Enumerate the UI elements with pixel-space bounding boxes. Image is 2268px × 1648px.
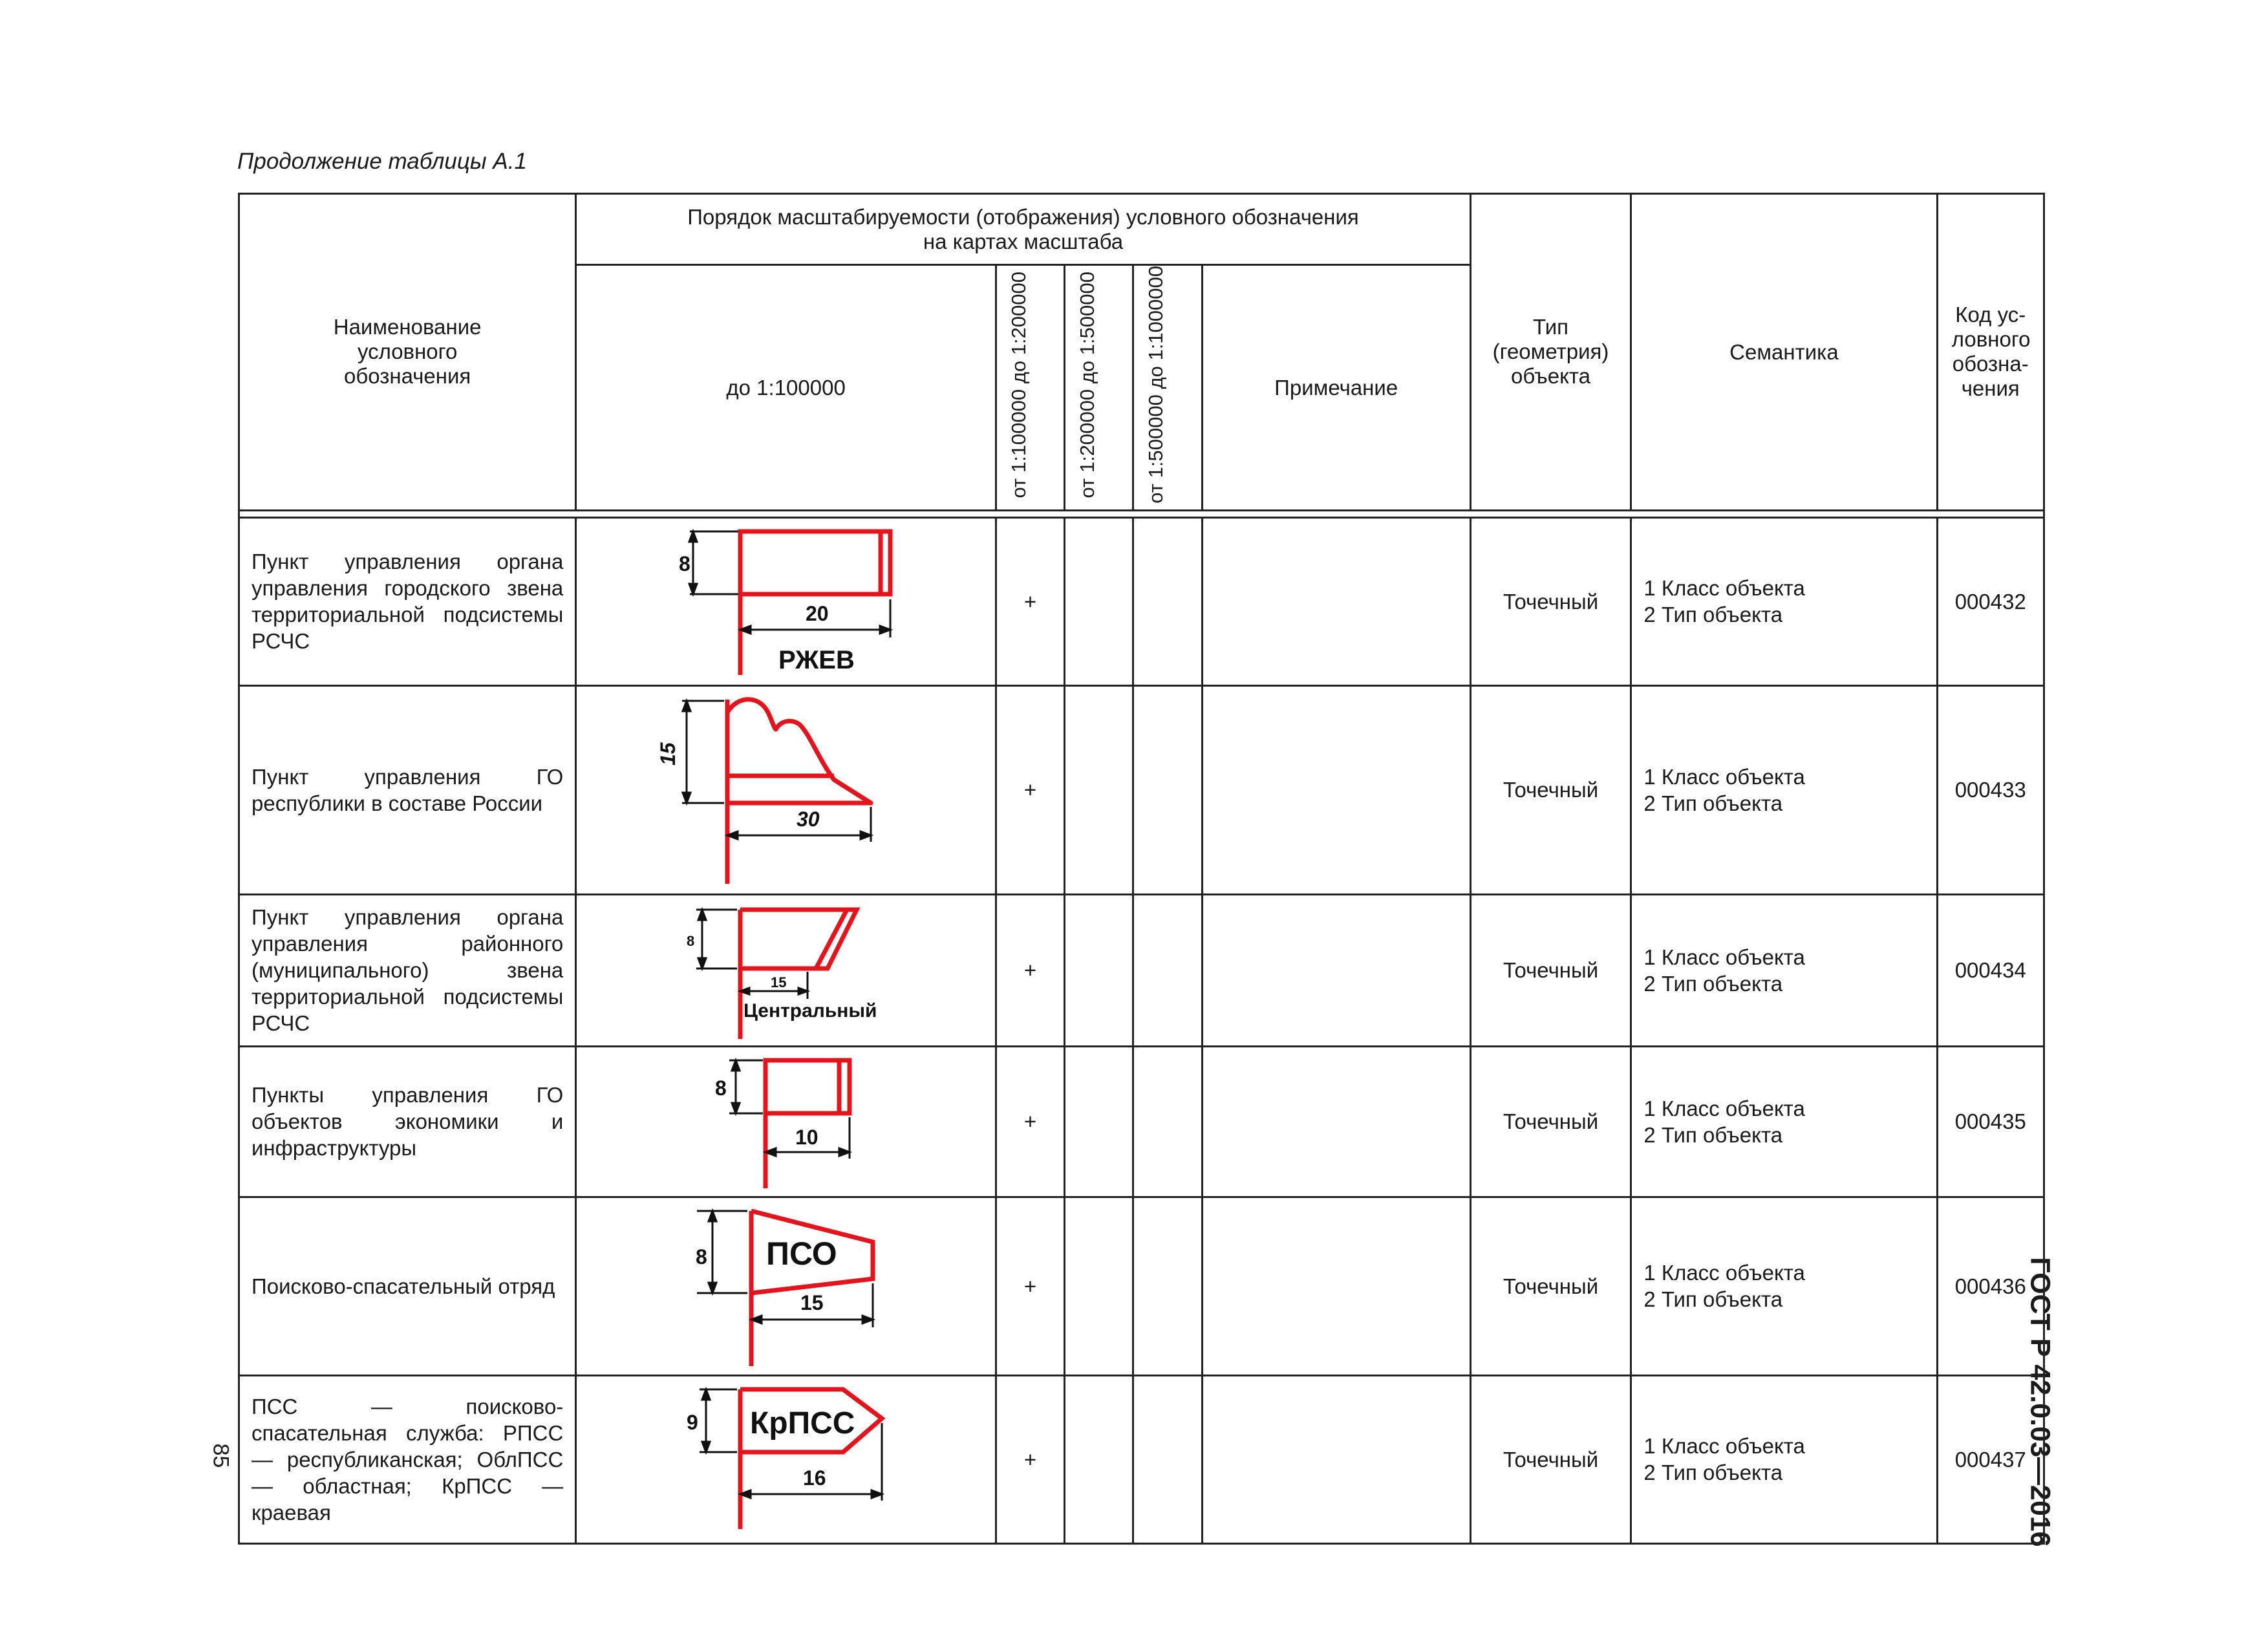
table-caption: Продолжение таблицы А.1 [237, 149, 527, 174]
row-plus: + [996, 685, 1064, 894]
row-code: 000432 [1937, 517, 2044, 685]
symbol-000437 [576, 1375, 996, 1543]
dim-width: 15 [771, 974, 787, 990]
row-plus: + [996, 894, 1064, 1046]
header-type: Тип (геометрия) объекта [1470, 194, 1631, 511]
dim-height: 8 [696, 1245, 708, 1268]
symbol-000435 [576, 1046, 996, 1197]
table-row [239, 1375, 2044, 1543]
row-code: 000434 [1937, 894, 2044, 1046]
header-scale-4: от 1:500000 до 1:1000000 [1133, 265, 1202, 511]
header-separator [239, 510, 2044, 517]
header-scale-1: до 1:100000 [576, 265, 996, 511]
symbol-000434 [576, 894, 996, 1046]
header-semantics: Семантика [1631, 194, 1937, 511]
symbol-label: ПСО [766, 1235, 837, 1272]
symbol-000436 [576, 1197, 996, 1375]
header-scale-3: от 1:200000 до 1:500000 [1065, 265, 1133, 511]
symbol-label: КрПСС [750, 1406, 855, 1440]
table-row [239, 517, 2044, 685]
dim-height: 9 [687, 1410, 699, 1434]
dim-height: 8 [715, 1076, 727, 1100]
header-code: Код ус-ловного обозна-чения [1937, 194, 2044, 511]
header-note: Примечание [1202, 265, 1470, 511]
row-name: Пункт управления ГО республики в составе России [239, 685, 576, 894]
row-type: Точечный [1470, 1197, 1631, 1375]
standard-designation: ГОСТ Р 42.0.03—2016 [2024, 1257, 2056, 1547]
row-code: 000435 [1937, 1046, 2044, 1197]
row-code: 000437 [1937, 1375, 2044, 1543]
row-type: Точечный [1470, 1046, 1631, 1197]
table-row [239, 685, 2044, 894]
row-type: Точечный [1470, 685, 1631, 894]
symbol-label: Центральный [744, 1000, 877, 1022]
row-name: Пункт управления органа управления городского звена территориальной подсистемы РСЧС [239, 517, 576, 685]
row-semantics: 1 Класс объекта 2 Тип объекта [1631, 1046, 1937, 1197]
row-code: 000433 [1937, 685, 2044, 894]
row-semantics: 1 Класс объекта 2 Тип объекта [1631, 685, 1937, 894]
page-number: 85 [208, 1443, 233, 1468]
dim-width: 20 [806, 601, 829, 625]
row-plus: + [996, 517, 1064, 685]
symbols-table [238, 193, 2045, 1545]
row-semantics: 1 Класс объекта 2 Тип объекта [1631, 1375, 1937, 1543]
row-semantics: 1 Класс объекта 2 Тип объекта [1631, 517, 1937, 685]
dim-width: 15 [800, 1290, 824, 1314]
header-scale-2: от 1:100000 до 1:200000 [996, 265, 1064, 511]
row-plus: + [996, 1375, 1064, 1543]
header-scale-group: Порядок масштабируемости (отображения) условного обозначения на картах масштаба [576, 194, 1470, 265]
symbol-000432 [576, 517, 996, 685]
row-name: Поисково-спасательный отряд [239, 1197, 576, 1375]
row-semantics: 1 Класс объекта 2 Тип объекта [1631, 894, 1937, 1046]
row-name: ПСС — поисково-спасательная служба: РПСС — республиканская; ОблПСС — областная; КрПСС — краевая [239, 1375, 576, 1543]
row-name: Пункты управления ГО объектов экономики и инфраструктуры [239, 1046, 576, 1197]
table-row [239, 1197, 2044, 1375]
dim-height: 15 [656, 742, 680, 765]
row-plus: + [996, 1046, 1064, 1197]
symbol-000433 [576, 685, 996, 894]
table-row [239, 894, 2044, 1046]
row-type: Точечный [1470, 894, 1631, 1046]
row-type: Точечный [1470, 1375, 1631, 1543]
row-code: 000436 [1937, 1197, 2044, 1375]
row-type: Точечный [1470, 517, 1631, 685]
row-semantics: 1 Класс объекта 2 Тип объекта [1631, 1197, 1937, 1375]
dim-width: 10 [795, 1125, 818, 1149]
table-row [239, 1046, 2044, 1197]
row-plus: + [996, 1197, 1064, 1375]
dim-height: 8 [687, 932, 695, 949]
symbol-label: РЖЕВ [778, 645, 855, 674]
dim-width: 30 [797, 807, 820, 831]
dim-height: 8 [679, 551, 691, 575]
header-name: Наименование условного обозначения [239, 194, 576, 511]
row-name: Пункт управления органа управления районного (муниципального) звена территориальной подсистемы РСЧС [239, 894, 576, 1046]
dim-width: 16 [803, 1466, 826, 1490]
